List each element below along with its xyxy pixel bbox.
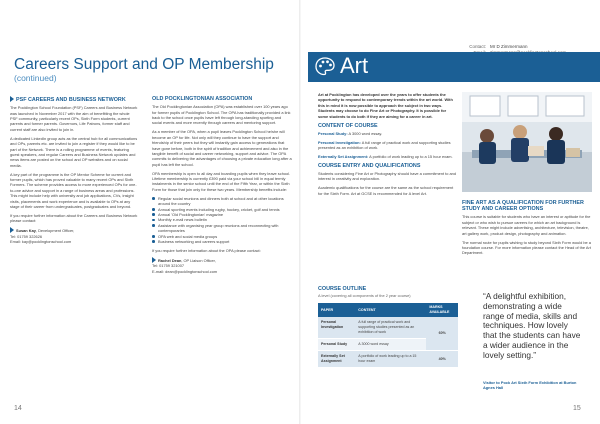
list-item: Annual sporting events including rugby, hockey, cricket, golf and tennis	[152, 207, 292, 212]
list-item: Annual 'Old Pocklingtonian' magazine	[152, 212, 292, 217]
psf-contact	[10, 227, 138, 244]
triangle-bullet-icon	[10, 96, 14, 102]
psf-paragraph: The Pocklington School Foundation (PSF) Careers and Business Network was launched in November 2017 with the aim of benefitting the whole PSF community, particularly recent OPs, Sixth Form students, current parents and former parents. Governors, Life Patrons, former staff and current staff are also invited to join in.	[10, 105, 138, 132]
psf-paragraph: If you require further information about the Careers and Business Network please contact:	[10, 213, 138, 224]
contact-role: , OP Liaison Officer,	[181, 257, 216, 263]
career-heading: FINE ART AS A QUALIFICATION FOR FURTHER STUDY AND CAREER OPTIONS	[462, 200, 584, 213]
opa-paragraph: OPA membership is open to all day and boarding pupils when they leave school. Lifetime membership is currently £390 paid via your school bill in equal termly instalments in the senior school until the end of the Fifth Year, or within the Sixth Form for those that join only for these two years. Membership benefits include:	[152, 170, 291, 192]
triangle-bullet-icon	[10, 227, 14, 233]
content-item: Personal Study: A 3000 word essay.	[318, 130, 383, 136]
career-paragraph: The normal route for pupils wishing to study beyond Sixth Form would be a foundation course. For more information please contact the Head of the Art Department.	[462, 239, 591, 256]
outline-table	[318, 303, 458, 368]
course-outline	[318, 286, 456, 368]
entry-paragraph: Academic qualifications for the course are the same as the school requirement for the Sixth Form. Art at GCSE is recommended for A level Art.	[318, 185, 454, 196]
page-title: Careers Support and OP Membership	[14, 56, 274, 73]
page-number: 14	[14, 405, 22, 412]
intro-paragraph: Art at Pocklington has developed over the years to offer students the opportunity to respond to contemporary trends within the art world. With this in mind it is now possible to approach the subject in two ways. Students may choose to do Fine Art or Photography. It is possible for some students to do both if they are aiming for a career in art.	[318, 92, 453, 119]
pull-quote: “A delightful exhibition, demonstrating a wide range of media, skills and techniques. How lovely that the students can have a wider audience in the lovely setting.”	[483, 291, 581, 360]
content-heading: CONTENT OF COURSE	[318, 122, 378, 129]
contact-name: Rachel Dean	[158, 257, 182, 263]
list-item: Business networking and careers support	[152, 239, 292, 244]
content-item: Externally Set Assignment: A portfolio of work leading up to a 15 hour exam.	[318, 153, 453, 159]
spine-gutter	[299, 0, 301, 424]
psf-heading: PSF CAREERS AND BUSINESS NETWORK	[10, 96, 138, 103]
art-main-column	[318, 92, 456, 200]
column-header: MARKS AVAILABLE	[426, 303, 458, 317]
table-row: Personal Study A 3000 word essay	[318, 339, 458, 351]
contact-tel: Tel: 01759 322626	[10, 233, 43, 239]
opa-closing: If you require further information about the OPA please contact:	[152, 247, 261, 253]
opa-paragraph: As a member of the OPA, when a pupil leaves Pocklington School he/she will become an OP for life. Not only will they continue to have the support and friendship of their peers but they will instantly gain access to generations that have gone before, both in the spirit of tradition and achievement and also in the tangible benefit of social and career networking, support and advice. The OPA commits to delivering the advantages of choosing a private education long after a pupil has left the school.	[152, 129, 292, 167]
opa-column	[152, 96, 292, 278]
content-item: Personal Investigation: A full range of practical work and supporting studies presented as an exhibition of work.	[318, 139, 451, 151]
list-item: OPA web and social media groups	[152, 234, 292, 239]
table-row: Personal Investigation A full range of practical work and supporting studies presented as an exhibition of work 60%	[318, 317, 458, 339]
contact-role: , Development Officer,	[35, 228, 75, 234]
opa-contact	[152, 257, 292, 274]
contact-email[interactable]: Email: kay@pocklingtonschool.com	[10, 239, 72, 245]
entry-paragraph: Students considering Fine Art or Photography should have a commitment to and interest in creativity and exploration.	[318, 171, 456, 182]
palette-icon	[313, 55, 337, 79]
contact-tel: Tel: 01759 321007	[152, 263, 185, 269]
opa-heading: OLD POCKLINGTONIAN ASSOCIATION	[152, 96, 253, 102]
column-header: PAPER	[318, 303, 355, 317]
outline-subheading: A level (covering all components of the 2 year course)	[318, 293, 411, 299]
list-item: Regular social reunions and dinners both at school and at other locations around the country	[152, 196, 292, 207]
psf-paragraph: A key part of the programme is the OP Mentor Scheme for current and former pupils, which has proved valuable to many recent OPs and Sixth Formers. The scheme provides access to more experienced OPs for one-to-one advice and support in a range of business areas and professions. This might include help with university and job applications, CVs, insight visits, placements and work experience and is available to OPs at any stage of their career from undergraduates, postgraduates and beyond.	[10, 171, 137, 210]
career-paragraph: This course is suitable for students who have an interest or aptitude for the subject or who wish to pursue careers for which an art background is relevant. These might include advertising, architecture, television, theatre, art gallery work, product design, photography and animation.	[462, 214, 591, 236]
art-classroom-photo	[462, 92, 592, 192]
psf-column	[10, 96, 138, 249]
subject-title: Art	[340, 53, 369, 78]
list-item: Assistance with organising year group reunions and reconnecting with contemporaries	[152, 223, 292, 234]
quote-attribution: Visitor to Pock Art Sixth Form Exhibition at Burton Agnes Hall	[483, 380, 577, 391]
psf-paragraph: A dedicated LinkedIn group acts as the central hub for all communications and OPs, parents etc. are invited to join a register if they would like to be part of the Network. There is a rolling programme of events, featuring guest speakers, and regular Careers and Business Network updates and news items are posted on the school and OP websites and on social media.	[10, 135, 138, 168]
contact-email[interactable]: E-mail: dean@pocklingtonschool.com	[152, 268, 218, 274]
triangle-bullet-icon	[152, 257, 156, 263]
benefits-list	[152, 196, 292, 245]
column-header: CONTENT	[355, 303, 426, 317]
opa-paragraph: The Old Pocklingtonian Association (OPA) was established over 100 years ago for former pupils of Pocklington School. The OPA has traditionally provided a link back to the school once pupils have left through long-standing sporting and social events and more recently through careers and mentoring support.	[152, 104, 291, 126]
page-number: 15	[573, 405, 581, 412]
list-item: Monthly e-mail news bulletin	[152, 217, 292, 222]
contact-name: Susan Kay	[16, 228, 36, 234]
page-subtitle: (continued)	[14, 73, 57, 83]
entry-heading: COURSE ENTRY AND QUALIFICATIONS	[318, 162, 421, 169]
career-column	[462, 200, 592, 259]
outline-heading: COURSE OUTLINE	[318, 286, 367, 292]
table-row: Externally Set Assignment A portfolio of work leading up to a 15 hour exam 40%	[318, 351, 458, 368]
contact-row: Contact: Mr D Zimmermann	[469, 44, 528, 49]
